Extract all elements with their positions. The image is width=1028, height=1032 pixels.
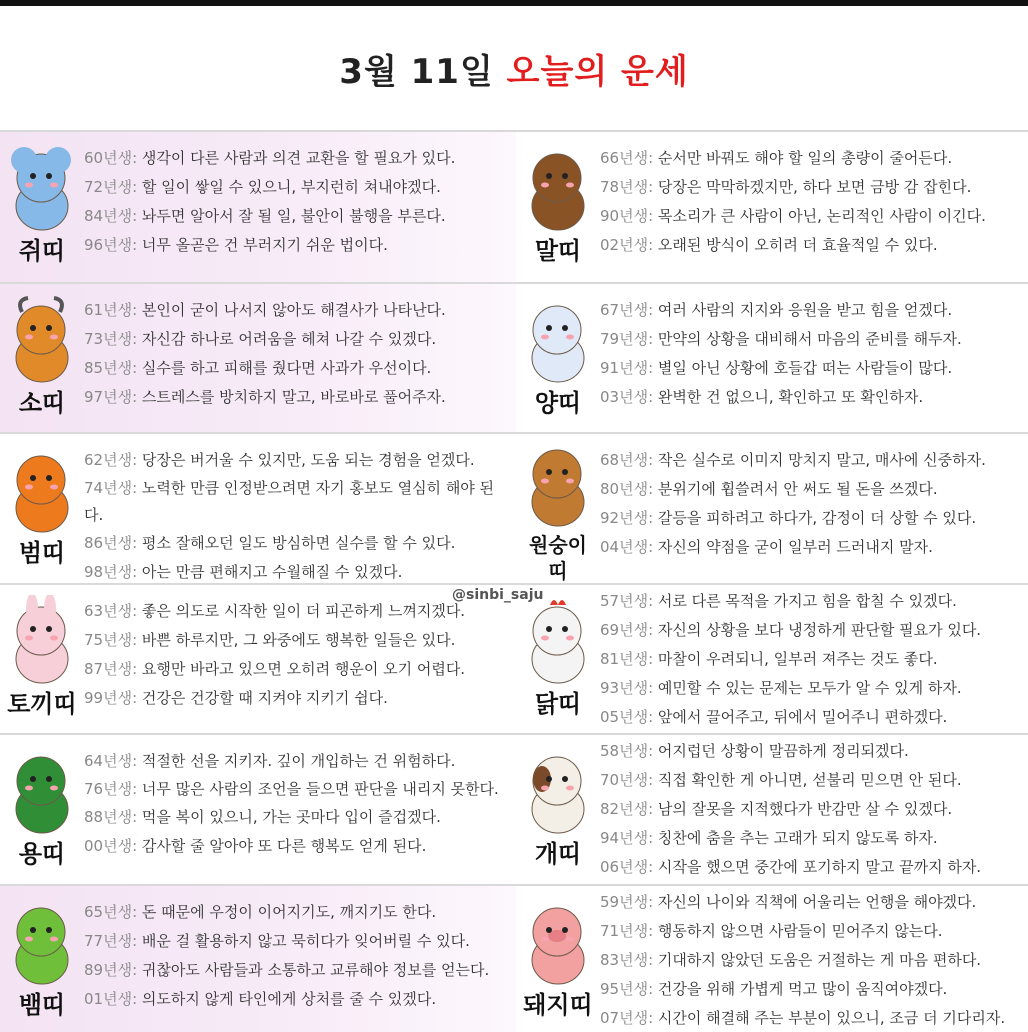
birth-year: 70년생: <box>600 771 654 789</box>
zodiac-name: 돼지띠 <box>523 991 593 1019</box>
fortune-text: 남의 잘못을 지적했다가 반감만 살 수 있겠다. <box>653 800 953 818</box>
fortune-text: 직접 확인한 게 아니면, 섣불리 믿으면 안 된다. <box>653 771 962 789</box>
fortune-text: 자신의 약점을 굳이 일부러 드러내지 말자. <box>653 538 933 556</box>
fortune-list <box>600 446 1024 562</box>
fortune-list <box>84 597 512 713</box>
fortune-text: 분위기에 휩쓸려서 안 써도 될 돈을 쓰겠다. <box>653 480 938 498</box>
fortune-line <box>600 975 1024 1004</box>
birth-year: 86년생: <box>84 534 138 552</box>
birth-year: 80년생: <box>600 480 654 498</box>
fortune-line <box>84 684 512 713</box>
zodiac-cell <box>516 735 1028 884</box>
fortune-text: 노력한 만큼 인정받으려면 자기 홍보도 열심히 해야 된다. <box>84 479 495 524</box>
fortune-text: 너무 많은 사람의 조언을 들으면 판단을 내리지 못한다. <box>137 780 499 798</box>
birth-year: 00년생: <box>84 837 138 855</box>
fortune-line <box>84 144 512 173</box>
fortune-text: 의도하지 않게 타인에게 상처를 줄 수 있겠다. <box>137 990 437 1008</box>
fortune-line <box>84 475 512 529</box>
birth-year: 97년생: <box>84 388 138 406</box>
fortune-text: 만약의 상황을 대비해서 마음의 준비를 해두자. <box>653 330 962 348</box>
fortune-text: 먹을 복이 있으니, 가는 곳마다 입이 즐겁겠다. <box>137 808 441 826</box>
fortune-text: 배운 걸 활용하지 않고 묵히다가 잊어버릴 수 있다. <box>137 932 470 950</box>
fortune-line <box>84 956 512 985</box>
fortune-line <box>84 655 512 684</box>
zodiac-cell <box>516 434 1028 583</box>
fortune-list <box>84 898 512 1014</box>
zodiac-animal <box>4 745 80 867</box>
zodiac-name: 뱀띠 <box>18 991 66 1019</box>
fortune-text: 당장은 막막하겠지만, 하다 보면 금방 감 잡힌다. <box>653 178 972 196</box>
fortune-text: 할 일이 쌓일 수 있으니, 부지런히 쳐내야겠다. <box>137 178 441 196</box>
fortune-line <box>84 529 512 558</box>
fortune-line <box>84 173 512 202</box>
fortune-text: 여러 사람의 지지와 응원을 받고 힘을 얻겠다. <box>653 301 953 319</box>
rooster-icon <box>520 595 596 687</box>
birth-year: 61년생: <box>84 301 138 319</box>
birth-year: 91년생: <box>600 359 654 377</box>
fortune-text: 본인이 굳이 나서지 않아도 해결사가 나타난다. <box>137 301 446 319</box>
fortune-line <box>84 597 512 626</box>
fortune-line <box>84 747 512 776</box>
fortune-text: 자신감 하나로 어려움을 헤쳐 나갈 수 있겠다. <box>137 330 437 348</box>
birth-year: 04년생: <box>600 538 654 556</box>
fortune-list <box>600 587 1024 732</box>
fortune-text: 자신의 상황을 보다 냉정하게 판단할 필요가 있다. <box>653 621 982 639</box>
fortune-line <box>84 383 512 412</box>
zodiac-name: 범띠 <box>18 539 66 567</box>
fortune-line <box>84 776 512 803</box>
fortune-list <box>84 144 512 260</box>
zodiac-cell <box>516 284 1028 432</box>
fortune-line <box>600 173 1024 202</box>
birth-year: 85년생: <box>84 359 138 377</box>
fortune-line <box>600 616 1024 645</box>
birth-year: 62년생: <box>84 451 138 469</box>
fortune-line <box>600 354 1024 383</box>
fortune-text: 별일 아닌 상황에 호들갑 떠는 사람들이 많다. <box>653 359 953 377</box>
birth-year: 05년생: <box>600 708 654 726</box>
fortune-list <box>84 296 512 412</box>
birth-year: 59년생: <box>600 893 654 911</box>
zodiac-animal <box>520 294 596 416</box>
birth-year: 71년생: <box>600 922 654 940</box>
birth-year: 73년생: <box>84 330 138 348</box>
zodiac-cell <box>516 585 1028 733</box>
birth-year: 68년생: <box>600 451 654 469</box>
fortune-text: 시간이 해결해 주는 부분이 있으니, 조금 더 기다리자. <box>653 1009 1006 1027</box>
fortune-text: 행동하지 않으면 사람들이 믿어주지 않는다. <box>653 922 943 940</box>
fortune-line <box>600 888 1024 917</box>
fortune-text: 기대하지 않았던 도움은 거절하는 게 마음 편하다. <box>653 951 982 969</box>
fortune-text: 건강을 위해 가볍게 먹고 많이 움직여야겠다. <box>653 980 948 998</box>
fortune-list <box>600 888 1024 1032</box>
zodiac-cell <box>0 735 516 884</box>
zodiac-cell <box>0 585 516 733</box>
fortune-text: 바쁜 하루지만, 그 와중에도 행복한 일들은 있다. <box>137 631 456 649</box>
birth-year: 89년생: <box>84 961 138 979</box>
zodiac-cell <box>516 886 1028 1032</box>
fortune-line <box>84 927 512 956</box>
birth-year: 06년생: <box>600 858 654 876</box>
dragon-icon <box>4 745 80 837</box>
mouse-icon <box>4 142 80 234</box>
fortune-text: 어지럽던 상황이 말끔하게 정리되겠다. <box>653 742 909 760</box>
fortune-text: 너무 올곧은 건 부러지기 쉬운 법이다. <box>137 236 388 254</box>
zodiac-animal <box>520 745 596 867</box>
fortune-line <box>600 853 1024 882</box>
title-label: 오늘의 운세 <box>506 52 689 92</box>
zodiac-animal <box>520 438 596 583</box>
snake-icon <box>4 896 80 988</box>
fortune-text: 오래된 방식이 오히려 더 효율적일 수 있다. <box>653 236 938 254</box>
birth-year: 99년생: <box>84 689 138 707</box>
zodiac-cell <box>0 132 516 282</box>
fortune-line <box>84 626 512 655</box>
zodiac-name: 말띠 <box>534 237 582 265</box>
fortune-text: 귀찮아도 사람들과 소통하고 교류해야 정보를 얻는다. <box>137 961 490 979</box>
fortune-line <box>600 946 1024 975</box>
birth-year: 03년생: <box>600 388 654 406</box>
fortune-text: 시작을 했으면 중간에 포기하지 말고 끝까지 하자. <box>653 858 982 876</box>
birth-year: 07년생: <box>600 1009 654 1027</box>
fortune-text: 작은 실수로 이미지 망치지 말고, 매사에 신중하자. <box>653 451 986 469</box>
fortune-text: 예민할 수 있는 문제는 모두가 알 수 있게 하자. <box>653 679 962 697</box>
fortune-line <box>600 824 1024 853</box>
zodiac-cell <box>0 284 516 432</box>
fortune-line <box>84 231 512 260</box>
fortune-text: 생각이 다른 사람과 의견 교환을 할 필요가 있다. <box>137 149 456 167</box>
fortune-line <box>600 533 1024 562</box>
birth-year: 74년생: <box>84 479 138 497</box>
fortune-text: 아는 만큼 편해지고 수월해질 수 있겠다. <box>137 563 403 581</box>
birth-year: 95년생: <box>600 980 654 998</box>
fortune-list <box>84 747 512 861</box>
birth-year: 87년생: <box>84 660 138 678</box>
page-title <box>0 44 1028 93</box>
birth-year: 64년생: <box>84 752 138 770</box>
dog-icon <box>520 745 596 837</box>
fortune-text: 서로 다른 목적을 가지고 힘을 합칠 수 있겠다. <box>653 592 957 610</box>
fortune-text: 갈등을 피하려고 하다가, 감정이 더 상할 수 있다. <box>653 509 977 527</box>
fortune-line <box>84 558 512 583</box>
birth-year: 82년생: <box>600 800 654 818</box>
fortune-line <box>84 446 512 475</box>
sheep-icon <box>520 294 596 386</box>
birth-year: 65년생: <box>84 903 138 921</box>
zodiac-animal <box>4 294 80 416</box>
fortune-line <box>600 917 1024 946</box>
zodiac-name: 용띠 <box>18 840 66 868</box>
zodiac-animal <box>520 142 596 264</box>
ox-icon <box>4 294 80 386</box>
monkey-icon <box>520 438 596 530</box>
birth-year: 02년생: <box>600 236 654 254</box>
pig-icon <box>520 896 596 988</box>
zodiac-animal <box>4 444 80 566</box>
birth-year: 92년생: <box>600 509 654 527</box>
zodiac-animal <box>4 896 80 1018</box>
fortune-text: 좋은 의도로 시작한 일이 더 피곤하게 느껴지겠다. <box>137 602 466 620</box>
birth-year: 83년생: <box>600 951 654 969</box>
zodiac-name: 개띠 <box>534 840 582 868</box>
zodiac-animal <box>520 896 596 1018</box>
tiger-icon <box>4 444 80 536</box>
fortune-text: 앞에서 끌어주고, 뒤에서 밀어주니 편하겠다. <box>653 708 948 726</box>
fortune-line <box>600 325 1024 354</box>
zodiac-cell <box>0 886 516 1032</box>
fortune-text: 순서만 바꿔도 해야 할 일의 총량이 줄어든다. <box>653 149 953 167</box>
zodiac-name: 닭띠 <box>534 690 582 718</box>
birth-year: 57년생: <box>600 592 654 610</box>
fortune-line <box>600 144 1024 173</box>
fortune-line <box>600 766 1024 795</box>
fortune-line <box>600 383 1024 412</box>
fortune-line <box>600 645 1024 674</box>
zodiac-name: 쥐띠 <box>18 237 66 265</box>
fortune-list <box>600 296 1024 412</box>
zodiac-animal <box>4 142 80 264</box>
fortune-line <box>600 737 1024 766</box>
rabbit-icon <box>4 595 80 687</box>
birth-year: 63년생: <box>84 602 138 620</box>
fortune-text: 스트레스를 방치하지 말고, 바로바로 풀어주자. <box>137 388 446 406</box>
birth-year: 98년생: <box>84 563 138 581</box>
fortune-text: 적절한 선을 지키자. 깊이 개입하는 건 위험하다. <box>137 752 456 770</box>
fortune-line <box>600 296 1024 325</box>
zodiac-cell <box>0 434 516 583</box>
birth-year: 88년생: <box>84 808 138 826</box>
fortune-line <box>600 1004 1024 1032</box>
fortune-line <box>84 325 512 354</box>
fortune-line <box>84 985 512 1014</box>
fortune-text: 자신의 나이와 직책에 어울리는 언행을 해야겠다. <box>653 893 977 911</box>
fortune-line <box>600 202 1024 231</box>
fortune-line <box>600 231 1024 260</box>
birth-year: 01년생: <box>84 990 138 1008</box>
fortune-line <box>84 803 512 832</box>
fortune-line <box>84 832 512 861</box>
fortune-list <box>84 446 512 583</box>
horse-icon <box>520 142 596 234</box>
fortune-line <box>600 587 1024 616</box>
birth-year: 93년생: <box>600 679 654 697</box>
birth-year: 69년생: <box>600 621 654 639</box>
zodiac-name: 소띠 <box>18 389 66 417</box>
fortune-text: 실수를 하고 피해를 줬다면 사과가 우선이다. <box>137 359 432 377</box>
fortune-line <box>600 475 1024 504</box>
fortune-text: 마찰이 우려되니, 일부러 져주는 것도 좋다. <box>653 650 938 668</box>
fortune-list <box>600 144 1024 260</box>
fortune-list <box>600 737 1024 882</box>
birth-year: 72년생: <box>84 178 138 196</box>
zodiac-name: 원숭이띠 <box>529 533 587 583</box>
fortune-text: 완벽한 건 없으니, 확인하고 또 확인하자. <box>653 388 924 406</box>
birth-year: 84년생: <box>84 207 138 225</box>
birth-year: 79년생: <box>600 330 654 348</box>
birth-year: 58년생: <box>600 742 654 760</box>
birth-year: 60년생: <box>84 149 138 167</box>
birth-year: 94년생: <box>600 829 654 847</box>
birth-year: 67년생: <box>600 301 654 319</box>
birth-year: 81년생: <box>600 650 654 668</box>
fortune-line <box>84 202 512 231</box>
birth-year: 76년생: <box>84 780 138 798</box>
zodiac-name: 토끼띠 <box>7 690 77 718</box>
zodiac-animal <box>4 595 80 717</box>
fortune-line <box>600 446 1024 475</box>
zodiac-animal <box>520 595 596 717</box>
birth-year: 96년생: <box>84 236 138 254</box>
fortune-text: 평소 잘해오던 일도 방심하면 실수를 할 수 있다. <box>137 534 456 552</box>
fortune-text: 감사할 줄 알아야 또 다른 행복도 얻게 된다. <box>137 837 427 855</box>
title-date: 3월 11일 <box>339 52 494 92</box>
fortune-line <box>84 354 512 383</box>
fortune-text: 목소리가 큰 사람이 아닌, 논리적인 사람이 이긴다. <box>653 207 986 225</box>
top-border <box>0 0 1028 6</box>
fortune-text: 당장은 버거울 수 있지만, 도움 되는 경험을 얻겠다. <box>137 451 475 469</box>
fortune-line <box>600 703 1024 732</box>
zodiac-name: 양띠 <box>534 389 582 417</box>
fortune-text: 돈 때문에 우정이 이어지기도, 깨지기도 한다. <box>137 903 437 921</box>
birth-year: 77년생: <box>84 932 138 950</box>
birth-year: 75년생: <box>84 631 138 649</box>
fortune-line <box>600 674 1024 703</box>
fortune-line <box>84 296 512 325</box>
fortune-text: 요행만 바라고 있으면 오히려 행운이 오기 어렵다. <box>137 660 466 678</box>
birth-year: 66년생: <box>600 149 654 167</box>
fortune-text: 놔두면 알아서 잘 될 일, 불안이 불행을 부른다. <box>137 207 446 225</box>
birth-year: 90년생: <box>600 207 654 225</box>
fortune-line <box>84 898 512 927</box>
zodiac-cell <box>516 132 1028 282</box>
watermark: @sinbi_saju <box>452 587 544 603</box>
fortune-line <box>600 504 1024 533</box>
fortune-text: 건강은 건강할 때 지켜야 지키기 쉽다. <box>137 689 388 707</box>
fortune-line <box>600 795 1024 824</box>
birth-year: 78년생: <box>600 178 654 196</box>
fortune-text: 칭찬에 춤을 추는 고래가 되지 않도록 하자. <box>653 829 938 847</box>
